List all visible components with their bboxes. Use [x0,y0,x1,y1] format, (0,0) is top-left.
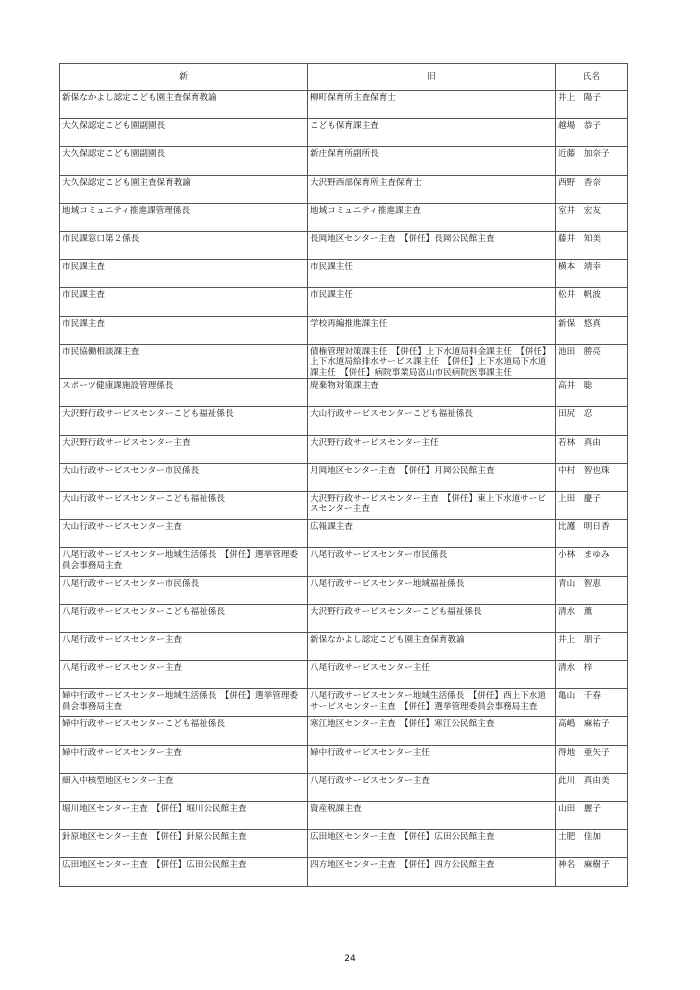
cell-old: 四方地区センター主査 【併任】四方公民館主査 [308,858,556,886]
page-number: 24 [344,954,356,964]
cell-old: 大沢野行政サービスセンターこども福祉係長 [308,604,556,632]
cell-name: 山田 麗子 [556,802,628,830]
cell-old: 資産税課主査 [308,802,556,830]
table-row [60,548,628,576]
cell-old: 大沢野行政サービスセンター主任 [308,435,556,463]
cell-old: 新庄保育所副所長 [308,147,556,175]
cell-name: 高嶋 麻祐子 [556,717,628,745]
cell-old: こども保育課主査 [308,119,556,147]
table-row [60,661,628,689]
cell-name: 清水 梓 [556,661,628,689]
cell-new: 大山行政サービスセンター市民係長 [60,463,308,491]
cell-new: 市民課主査 [60,288,308,316]
cell-name: 青山 智恵 [556,576,628,604]
cell-name: 高井 聡 [556,379,628,407]
cell-old: 大山行政サービスセンターこども福祉係長 [308,407,556,435]
table-row [60,689,628,717]
cell-old: 大沢野行政サービスセンター主査 【併任】東上下水道サービスセンター主査 [308,491,556,519]
cell-name: 亀山 千春 [556,689,628,717]
cell-name: 田尻 忍 [556,407,628,435]
table-row [60,830,628,858]
cell-new: 八尾行政サービスセンター主査 [60,661,308,689]
table-row [60,717,628,745]
cell-new: 市民課主査 [60,260,308,288]
cell-name: 新保 悠真 [556,316,628,344]
cell-old: 学校再編推進課主任 [308,316,556,344]
table-row [60,288,628,316]
table-row [60,632,628,660]
cell-name: 室井 宏友 [556,203,628,231]
table-row [60,203,628,231]
cell-old: 寒江地区センター主査 【併任】寒江公民館主査 [308,717,556,745]
cell-new: 市民課窓口第２係長 [60,231,308,259]
cell-name: 池田 勝亮 [556,344,628,379]
cell-name: 井上 陽子 [556,91,628,119]
cell-name: 横本 靖幸 [556,260,628,288]
cell-old: 八尾行政サービスセンター地域生活係長 【併任】西上下水道サービスセンター主査 【併任】選挙管理委員会事務局主査 [308,689,556,717]
cell-name: 清水 薫 [556,604,628,632]
cell-new: 大山行政サービスセンターこども福祉係長 [60,491,308,519]
cell-new: 八尾行政サービスセンターこども福祉係長 [60,604,308,632]
cell-old: 大沢野西部保育所主査保育士 [308,175,556,203]
cell-old: 八尾行政サービスセンター市民係長 [308,548,556,576]
cell-new: 婦中行政サービスセンターこども福祉係長 [60,717,308,745]
table-row [60,491,628,519]
header-name: 氏名 [556,64,628,91]
table-row [60,745,628,773]
cell-old: 債権管理対策課主任 【併任】上下水道局料金課主任 【併任】上下水道局給排水サービス課主任 【併任】上下水道局下水道課主任 【併任】病院事業局富山市民病院医事課主任 [308,344,556,379]
cell-old: 婦中行政サービスセンター主任 [308,745,556,773]
cell-new: 八尾行政サービスセンター主査 [60,632,308,660]
cell-new: 地域コミュニティ推進課管理係長 [60,203,308,231]
cell-old: 市民課主任 [308,288,556,316]
cell-new: 堀川地区センター主査 【併任】堀川公民館主査 [60,802,308,830]
table-row [60,576,628,604]
table-row [60,260,628,288]
table-row [60,147,628,175]
cell-name: 近藤 加奈子 [556,147,628,175]
cell-old: 八尾行政サービスセンター主任 [308,661,556,689]
table-row [60,91,628,119]
cell-name: 越場 恭子 [556,119,628,147]
header-old: 旧 [308,64,556,91]
cell-new: 大沢野行政サービスセンターこども福祉係長 [60,407,308,435]
cell-name: 西野 香奈 [556,175,628,203]
cell-old: 地域コミュニティ推進課主査 [308,203,556,231]
cell-new: 大久保認定こども園主査保育教諭 [60,175,308,203]
table-row [60,463,628,491]
cell-name: 井上 朋子 [556,632,628,660]
cell-name: 松井 帆波 [556,288,628,316]
header-row [60,64,628,91]
cell-name: 神名 麻樹子 [556,858,628,886]
cell-name: 土肥 佳加 [556,830,628,858]
cell-name: 若林 真由 [556,435,628,463]
cell-new: 針原地区センター主査 【併任】針原公民館主査 [60,830,308,858]
cell-new: 細入中核型地区センター主査 [60,773,308,801]
cell-old: 広田地区センター主査 【併任】広田公民館主査 [308,830,556,858]
cell-old: 新保なかよし認定こども園主査保育教諭 [308,632,556,660]
cell-new: 八尾行政サービスセンター市民係長 [60,576,308,604]
cell-new: 広田地区センター主査 【併任】広田公民館主査 [60,858,308,886]
cell-old: 長岡地区センター主査 【併任】長岡公民館主査 [308,231,556,259]
table-row [60,407,628,435]
cell-name: 此川 真由美 [556,773,628,801]
table-row [60,802,628,830]
cell-new: 婦中行政サービスセンター地域生活係長 【併任】選挙管理委員会事務局主査 [60,689,308,717]
table-row [60,773,628,801]
cell-new: 八尾行政サービスセンター地域生活係長 【併任】選挙管理委員会事務局主査 [60,548,308,576]
table-row [60,604,628,632]
cell-name: 上田 慶子 [556,491,628,519]
table-row [60,344,628,379]
cell-new: 大久保認定こども園副園長 [60,147,308,175]
table-row [60,231,628,259]
table-row [60,858,628,886]
table-row [60,316,628,344]
cell-old: 柳町保育所主査保育士 [308,91,556,119]
table-row [60,119,628,147]
cell-old: 廃棄物対策課主査 [308,379,556,407]
cell-new: スポーツ健康課施設管理係長 [60,379,308,407]
cell-old: 八尾行政サービスセンター主査 [308,773,556,801]
cell-old: 市民課主任 [308,260,556,288]
cell-new: 大沢野行政サービスセンター主査 [60,435,308,463]
header-new: 新 [60,64,308,91]
cell-name: 得地 亜矢子 [556,745,628,773]
cell-new: 大久保認定こども園副園長 [60,119,308,147]
cell-name: 小林 まゆみ [556,548,628,576]
cell-old: 八尾行政サービスセンター地域福祉係長 [308,576,556,604]
table-row [60,175,628,203]
cell-name: 藤井 知美 [556,231,628,259]
cell-old: 広報課主査 [308,520,556,548]
cell-new: 大山行政サービスセンター主査 [60,520,308,548]
cell-old: 月岡地区センター主査 【併任】月岡公民館主査 [308,463,556,491]
cell-new: 市民課主査 [60,316,308,344]
cell-new: 市民協働相談課主査 [60,344,308,379]
cell-name: 比護 明日香 [556,520,628,548]
cell-name: 中村 智也珠 [556,463,628,491]
table-row [60,435,628,463]
table-row [60,520,628,548]
table-row [60,379,628,407]
personnel-table [59,63,628,887]
cell-new: 婦中行政サービスセンター主査 [60,745,308,773]
cell-new: 新保なかよし認定こども園主査保育教諭 [60,91,308,119]
